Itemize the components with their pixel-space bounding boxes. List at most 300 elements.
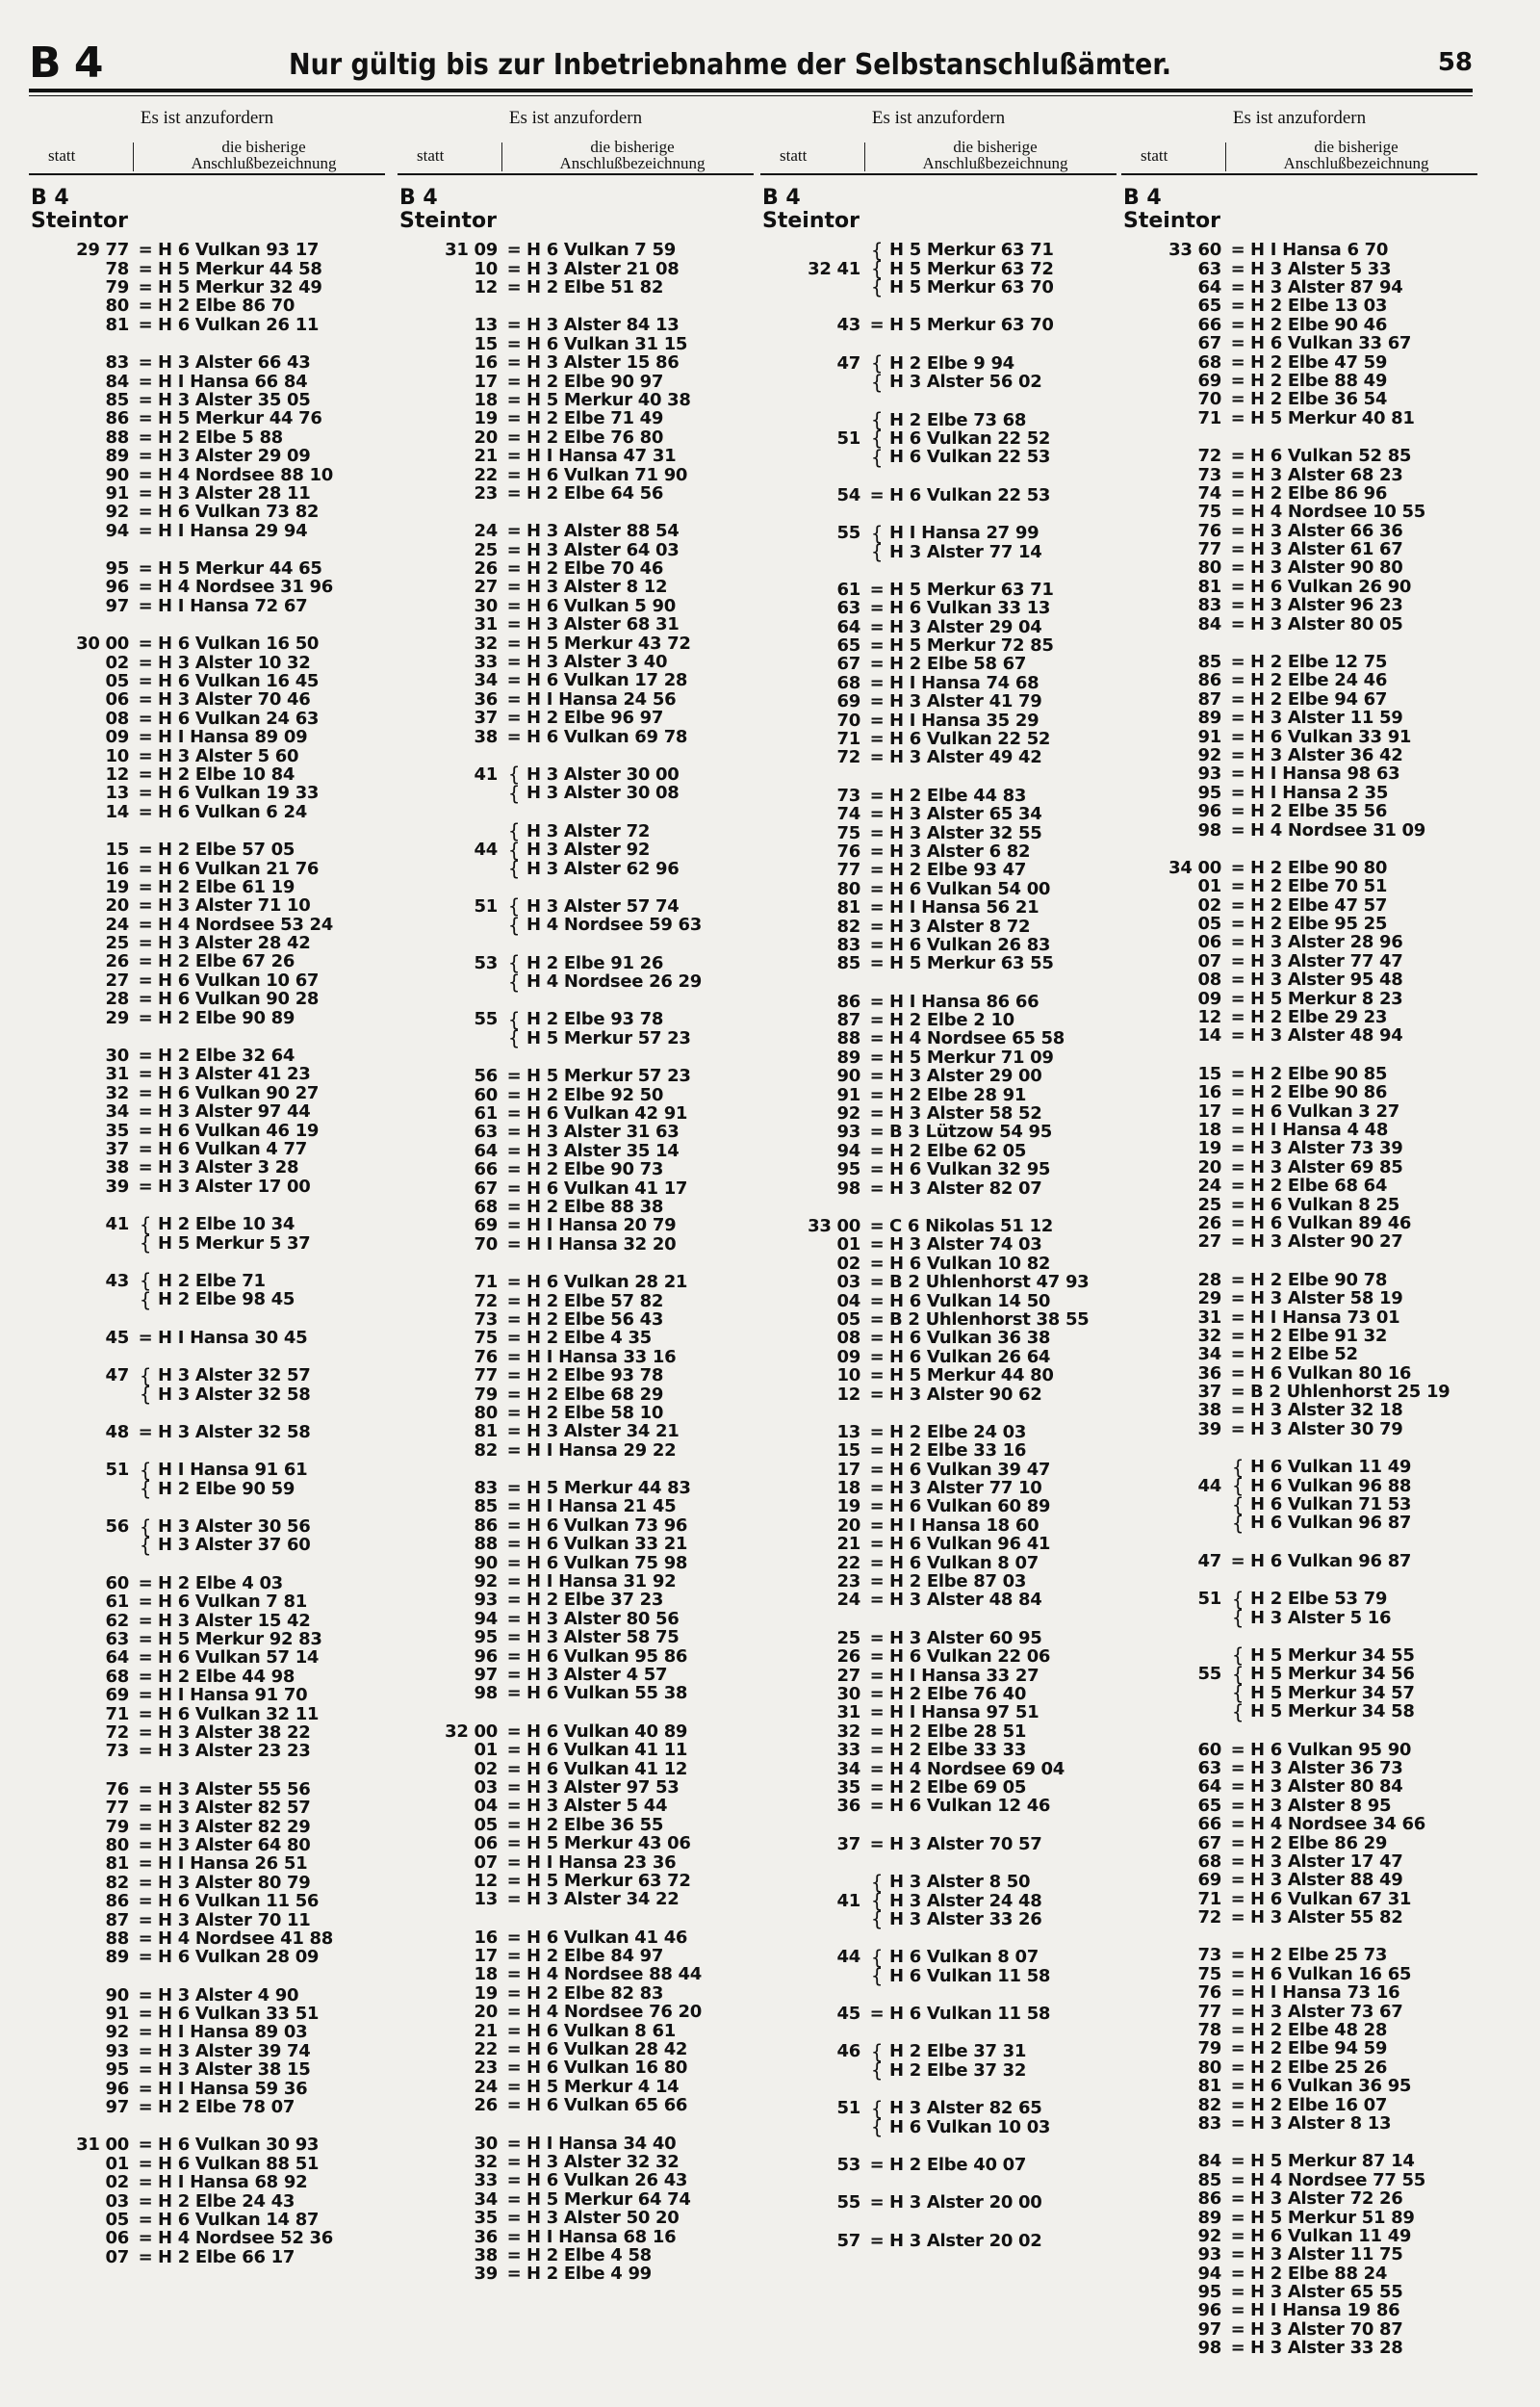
equals-sign: = xyxy=(1230,1100,1245,1122)
equals-sign: = xyxy=(1230,276,1245,298)
new-exchange-number: H 5 Merkur 34 55 xyxy=(1250,1644,1415,1666)
equals-sign: = xyxy=(1230,1231,1245,1253)
new-exchange-number: H 6 Vulkan 93 17 xyxy=(158,240,320,261)
new-exchange-number: H 3 Alster 90 62 xyxy=(889,1384,1042,1405)
equals-sign: = xyxy=(869,1646,885,1668)
new-exchange-number: H 6 Vulkan 33 51 xyxy=(158,2004,320,2025)
old-number: 15 xyxy=(836,1440,860,1462)
old-number: 92 xyxy=(836,1103,860,1125)
table-row xyxy=(398,1026,754,1050)
table-row xyxy=(398,1404,754,1422)
table-row xyxy=(760,1217,1116,1235)
table-row xyxy=(1121,933,1477,951)
new-exchange-number: H 2 Elbe 28 51 xyxy=(889,1721,1027,1742)
equals-sign: = xyxy=(506,1571,522,1592)
table-row xyxy=(760,1255,1116,1273)
old-number: 87 xyxy=(1197,688,1221,710)
old-number: 69 xyxy=(836,691,860,712)
equals-sign: = xyxy=(869,1084,885,1105)
equals-sign: = xyxy=(506,652,522,673)
new-exchange-number: H 6 Vulkan 89 46 xyxy=(1250,1212,1412,1233)
table-row xyxy=(760,1647,1116,1666)
new-exchange-number: H 2 Elbe 90 89 xyxy=(158,1007,295,1028)
new-exchange-number: H 6 Vulkan 36 95 xyxy=(1250,2076,1412,2097)
equals-sign: = xyxy=(138,1834,153,1855)
equals-sign: = xyxy=(869,1216,885,1236)
old-number: 38 xyxy=(105,1157,129,1178)
new-exchange-number: H 3 Alster 66 36 xyxy=(1250,520,1403,541)
equals-sign: = xyxy=(1230,1288,1245,1309)
old-number: 01 xyxy=(836,1234,860,1255)
table-row xyxy=(1121,1455,1477,1479)
new-exchange-number: H 4 Nordsee 76 20 xyxy=(526,2002,702,2023)
previous-label-line2: Anschlußbezeichnung xyxy=(191,154,337,172)
table-row xyxy=(398,1852,754,1871)
table-row xyxy=(398,615,754,634)
equals-sign: = xyxy=(1230,539,1245,560)
new-exchange-number: H 5 Merkur 57 23 xyxy=(526,1027,691,1048)
new-exchange-number: H I Hansa 21 45 xyxy=(526,1496,677,1517)
table-row xyxy=(398,1797,754,1815)
table-row xyxy=(760,823,1116,841)
old-number: 92 xyxy=(1197,744,1221,765)
new-exchange-number: H 2 Elbe 90 86 xyxy=(1250,1082,1388,1103)
new-exchange-number: H 3 Alster 97 44 xyxy=(158,1101,311,1123)
brace-mark: { xyxy=(139,1269,152,1293)
equals-sign: = xyxy=(138,2078,153,2099)
equals-sign: = xyxy=(1230,970,1245,991)
table-row xyxy=(29,1574,385,1592)
new-exchange-number: H 2 Elbe 4 03 xyxy=(158,1572,283,1593)
equals-sign: = xyxy=(506,1721,522,1742)
old-number: 15 xyxy=(1197,1063,1221,1084)
new-exchange-number: H 6 Vulkan 46 19 xyxy=(158,1120,320,1141)
table-row xyxy=(398,1535,754,1553)
table-row xyxy=(760,1329,1116,1347)
equals-sign: = xyxy=(869,1290,885,1311)
section-name: Steintor xyxy=(1123,209,1220,233)
table-row xyxy=(760,993,1116,1011)
table-row xyxy=(398,2227,754,2245)
old-number: 46 xyxy=(836,2041,860,2062)
old-number: 44 xyxy=(836,1947,860,1968)
table-row xyxy=(29,372,385,390)
new-exchange-number: H I Hansa 34 40 xyxy=(526,2133,677,2154)
old-number: 03 xyxy=(836,1272,860,1293)
equals-sign: = xyxy=(1230,1776,1245,1798)
new-exchange-number: H 2 Elbe 95 25 xyxy=(1250,914,1388,935)
new-exchange-number: H 3 Alster 8 50 xyxy=(889,1872,1031,1893)
new-exchange-number: H 3 Alster 82 29 xyxy=(158,1816,311,1837)
table-row xyxy=(398,951,754,975)
new-exchange-number: H 6 Vulkan 8 61 xyxy=(526,2020,676,2041)
old-number: 60 xyxy=(1197,1739,1221,1760)
table-row xyxy=(398,1741,754,1759)
new-exchange-number: H 2 Elbe 16 07 xyxy=(1250,2094,1388,2115)
new-exchange-number: H 5 Merkur 40 81 xyxy=(1250,407,1415,428)
new-exchange-number: H I Hansa 91 70 xyxy=(158,1685,308,1706)
equals-sign: = xyxy=(1230,1870,1245,1891)
old-number: 87 xyxy=(105,1909,129,1930)
new-exchange-number: H 6 Vulkan 26 90 xyxy=(1250,576,1412,597)
old-number: 12 xyxy=(105,764,129,785)
table-row xyxy=(398,1067,754,1085)
new-exchange-number: H 6 Vulkan 65 66 xyxy=(526,2095,688,2116)
new-exchange-number: H 3 Alster 33 26 xyxy=(889,1908,1042,1929)
old-number: 53 xyxy=(474,952,498,973)
new-exchange-number: H 6 Vulkan 26 64 xyxy=(889,1346,1051,1367)
brace-mark: { xyxy=(139,1212,152,1236)
table-row xyxy=(29,1231,385,1255)
old-number: 43 xyxy=(836,315,860,336)
table-row xyxy=(760,1310,1116,1329)
equals-sign: = xyxy=(506,482,522,504)
new-exchange-number: H 6 Vulkan 16 45 xyxy=(158,671,320,692)
table-row xyxy=(29,578,385,596)
equals-sign: = xyxy=(1230,1063,1245,1084)
equals-sign: = xyxy=(869,1346,885,1367)
new-exchange-number: H 2 Elbe 37 32 xyxy=(889,2059,1027,2081)
old-number: 01 xyxy=(474,1740,498,1761)
brace-mark: { xyxy=(870,257,884,281)
old-number: 26 xyxy=(836,1646,860,1668)
old-number: 83 xyxy=(474,1478,498,1499)
entry-list xyxy=(29,241,385,2266)
equals-sign: = xyxy=(869,1459,885,1480)
table-row xyxy=(29,2229,385,2247)
new-exchange-number: H 3 Alster 11 75 xyxy=(1250,2244,1403,2265)
old-number: 90 xyxy=(105,1984,129,2006)
new-exchange-number: H 6 Vulkan 16 65 xyxy=(1250,1963,1412,1984)
old-number: 15 xyxy=(474,333,498,354)
equals-sign: = xyxy=(506,1365,522,1386)
table-row xyxy=(29,2135,385,2154)
new-exchange-number: H 3 Alster 88 54 xyxy=(526,521,680,542)
new-exchange-number: H 6 Vulkan 90 27 xyxy=(158,1082,320,1103)
equals-sign: = xyxy=(138,1139,153,1159)
entry-list xyxy=(760,238,1116,2251)
old-number: 06 xyxy=(474,1833,498,1854)
new-exchange-number: H 5 Merkur 44 65 xyxy=(158,558,322,580)
equals-sign: = xyxy=(506,1514,522,1536)
equals-sign: = xyxy=(1230,1982,1245,2004)
old-number: 87 xyxy=(836,1010,860,1031)
new-exchange-number: H 2 Elbe 91 32 xyxy=(1250,1325,1388,1346)
equals-sign: = xyxy=(138,2172,153,2193)
table-row xyxy=(1121,2171,1477,2189)
old-number: 79 xyxy=(474,1384,498,1405)
old-number: 24 xyxy=(105,914,129,935)
new-exchange-number: H 2 Elbe 90 85 xyxy=(1250,1063,1388,1084)
new-exchange-number: H 5 Merkur 44 58 xyxy=(158,258,322,279)
old-number: 66 xyxy=(1197,1814,1221,1835)
old-number: 36 xyxy=(474,2226,498,2247)
table-row xyxy=(29,841,385,859)
table-row xyxy=(398,1890,754,1908)
old-number: 60 xyxy=(105,1572,129,1593)
new-exchange-number: H 2 Elbe 58 67 xyxy=(889,654,1027,675)
table-row xyxy=(398,241,754,259)
old-number: 98 xyxy=(1197,2338,1221,2359)
new-exchange-number: H 3 Alster 34 21 xyxy=(526,1421,680,1442)
equals-sign: = xyxy=(138,1741,153,1762)
new-exchange-number: H 3 Alster 35 14 xyxy=(526,1140,680,1161)
new-exchange-number: H 6 Vulkan 26 83 xyxy=(889,934,1051,955)
equals-sign: = xyxy=(1230,988,1245,1009)
table-row xyxy=(398,1291,754,1309)
old-number: 06 xyxy=(1197,932,1221,953)
old-number: 97 xyxy=(1197,2318,1221,2340)
table-row xyxy=(1121,820,1477,839)
table-row xyxy=(1121,727,1477,745)
new-exchange-number: H I Hansa 68 92 xyxy=(158,2172,308,2193)
new-exchange-number: H 3 Alster 70 11 xyxy=(158,1909,311,1930)
new-exchange-number: H 3 Alster 3 28 xyxy=(158,1157,299,1178)
equals-sign: = xyxy=(869,2230,885,2251)
old-number: 77 xyxy=(1197,539,1221,560)
table-row xyxy=(1121,2021,1477,2039)
new-exchange-number: H 2 Elbe 25 26 xyxy=(1250,2057,1388,2078)
table-row xyxy=(1121,784,1477,802)
table-row xyxy=(398,2246,754,2265)
table-row xyxy=(398,1947,754,1965)
table-row xyxy=(1121,1383,1477,1401)
table-row xyxy=(760,1797,1116,1815)
header-divider xyxy=(1225,142,1226,171)
previous-label-line2: Anschlußbezeichnung xyxy=(922,154,1068,172)
equals-sign: = xyxy=(506,2244,522,2265)
new-exchange-number: H I Hansa 98 63 xyxy=(1250,764,1400,785)
old-number: 29 77 xyxy=(76,240,129,261)
brace-mark: { xyxy=(870,408,884,432)
new-exchange-number: H 2 Elbe 32 64 xyxy=(158,1046,295,1067)
old-number: 74 xyxy=(1197,482,1221,504)
old-number: 07 xyxy=(1197,950,1221,971)
table-row xyxy=(398,1422,754,1440)
old-number: 05 xyxy=(1197,914,1221,935)
table-row xyxy=(760,1366,1116,1385)
equals-sign: = xyxy=(869,1758,885,1779)
brace-mark: { xyxy=(507,970,521,994)
new-exchange-number: H 5 Merkur 87 14 xyxy=(1250,2151,1415,2172)
equals-sign: = xyxy=(506,352,522,374)
table-row xyxy=(29,1799,385,1817)
old-number: 64 xyxy=(474,1140,498,1161)
new-exchange-number: H 5 Merkur 51 89 xyxy=(1250,2207,1415,2228)
brace-mark: { xyxy=(139,1231,152,1255)
table-row xyxy=(760,238,1116,262)
table-row xyxy=(398,465,754,483)
equals-sign: = xyxy=(869,672,885,693)
old-number: 10 xyxy=(836,1365,860,1386)
table-row xyxy=(398,1273,754,1291)
new-exchange-number: H 2 Elbe 44 83 xyxy=(889,785,1027,806)
new-exchange-number: H 6 Vulkan 69 78 xyxy=(526,726,688,747)
brace-mark: { xyxy=(870,2115,884,2139)
old-number: 41 xyxy=(474,764,498,785)
new-exchange-number: H 2 Elbe 92 50 xyxy=(526,1084,664,1105)
equals-sign: = xyxy=(869,785,885,806)
table-row xyxy=(29,934,385,952)
old-number: 80 xyxy=(1197,557,1221,579)
brace-mark: { xyxy=(1231,1643,1245,1668)
table-row xyxy=(29,503,385,521)
new-exchange-number: H 2 Elbe 10 84 xyxy=(158,764,295,785)
old-number: 24 xyxy=(474,521,498,542)
table-row xyxy=(398,1216,754,1234)
brace-mark: { xyxy=(139,1533,152,1557)
equals-sign: = xyxy=(138,840,153,861)
table-row xyxy=(398,913,754,937)
new-exchange-number: H 3 Alster 8 13 xyxy=(1250,2112,1392,2134)
new-exchange-number: H 5 Merkur 34 57 xyxy=(1250,1682,1415,1703)
table-row xyxy=(760,1907,1116,1931)
equals-sign: = xyxy=(506,1122,522,1143)
equals-sign: = xyxy=(138,2040,153,2061)
old-number: 03 xyxy=(105,2190,129,2212)
old-number: 39 xyxy=(105,1176,129,1197)
equals-sign: = xyxy=(869,2155,885,2176)
equals-sign: = xyxy=(1230,688,1245,710)
old-number: 77 xyxy=(1197,2001,1221,2022)
column-header xyxy=(29,104,385,175)
old-number: 74 xyxy=(836,804,860,825)
new-exchange-number: H 3 Alster 38 15 xyxy=(158,2059,311,2081)
table-row xyxy=(1121,1511,1477,1535)
old-number: 38 xyxy=(1197,1400,1221,1421)
equals-sign: = xyxy=(869,822,885,843)
equals-sign: = xyxy=(1230,2001,1245,2022)
new-exchange-number: H 6 Vulkan 41 17 xyxy=(526,1178,688,1199)
brace-mark: { xyxy=(507,913,521,937)
old-number: 70 xyxy=(1197,389,1221,410)
table-row xyxy=(29,728,385,746)
equals-sign: = xyxy=(1230,894,1245,916)
table-row xyxy=(760,954,1116,972)
old-number: 68 xyxy=(1197,351,1221,373)
equals-sign: = xyxy=(506,1645,522,1667)
table-row xyxy=(398,781,754,805)
new-exchange-number: H 3 Alster 29 09 xyxy=(158,446,311,467)
old-number: 57 xyxy=(836,2230,860,2251)
table-row xyxy=(29,316,385,334)
section-code: B 4 xyxy=(399,186,438,210)
table-row xyxy=(1121,1271,1477,1289)
table-row xyxy=(29,2098,385,2116)
equals-sign: = xyxy=(506,1889,522,1910)
equals-sign: = xyxy=(1230,314,1245,335)
old-number: 02 xyxy=(1197,894,1221,916)
equals-sign: = xyxy=(869,897,885,919)
new-exchange-number: H 2 Elbe 10 34 xyxy=(158,1214,295,1235)
table-row xyxy=(760,1629,1116,1647)
old-number: 68 xyxy=(1197,1851,1221,1872)
old-number: 35 xyxy=(474,2208,498,2229)
old-number: 72 xyxy=(836,747,860,768)
equals-sign: = xyxy=(1230,389,1245,410)
old-number: 44 xyxy=(474,840,498,861)
old-number: 60 xyxy=(474,1084,498,1105)
equals-sign: = xyxy=(138,595,153,616)
old-number: 32 xyxy=(474,2151,498,2172)
old-number: 55 xyxy=(836,523,860,544)
table-row xyxy=(29,952,385,971)
equals-sign: = xyxy=(138,895,153,917)
new-exchange-number: H 3 Alster 61 67 xyxy=(1250,539,1403,560)
equals-sign: = xyxy=(869,2192,885,2213)
equals-sign: = xyxy=(1230,370,1245,391)
instead-label: statt xyxy=(1141,146,1168,165)
table-row xyxy=(760,2115,1116,2139)
old-number: 31 xyxy=(1197,1307,1221,1328)
old-number: 82 xyxy=(1197,2094,1221,2115)
equals-sign: = xyxy=(1230,333,1245,354)
new-exchange-number: H 6 Vulkan 22 53 xyxy=(889,447,1051,468)
new-exchange-number: H 6 Vulkan 71 53 xyxy=(1250,1494,1412,1515)
previous-label xyxy=(511,139,754,171)
equals-sign: = xyxy=(506,258,522,279)
equals-sign: = xyxy=(1230,708,1245,729)
table-row xyxy=(1121,2114,1477,2133)
table-row xyxy=(29,710,385,728)
old-number: 18 xyxy=(474,389,498,410)
new-exchange-number: H 2 Elbe 93 47 xyxy=(889,860,1027,881)
table-row xyxy=(1121,952,1477,971)
table-row xyxy=(29,1084,385,1102)
page-number: 58 xyxy=(1437,48,1473,77)
new-exchange-number: H 3 Alster 32 55 xyxy=(889,822,1042,843)
table-row xyxy=(1121,614,1477,633)
table-row xyxy=(1121,1552,1477,1570)
table-row xyxy=(760,1178,1116,1197)
new-exchange-number: H 2 Elbe 53 79 xyxy=(1250,1589,1388,1610)
equals-sign: = xyxy=(506,2208,522,2229)
new-exchange-number: H 2 Elbe 70 46 xyxy=(526,558,664,580)
new-exchange-number: H 2 Elbe 98 45 xyxy=(158,1289,295,1310)
table-row xyxy=(760,257,1116,281)
table-row xyxy=(760,917,1116,935)
new-exchange-number: H 6 Vulkan 31 15 xyxy=(526,333,688,354)
new-exchange-number: H 3 Alster 96 23 xyxy=(1250,595,1403,616)
new-exchange-number: H 3 Alster 23 23 xyxy=(158,1741,311,1762)
table-row xyxy=(760,1666,1116,1684)
table-row xyxy=(760,748,1116,766)
old-number: 94 xyxy=(836,1140,860,1161)
equals-sign: = xyxy=(1230,1194,1245,1215)
table-row xyxy=(760,1778,1116,1797)
table-row xyxy=(1121,1908,1477,1927)
old-number: 73 xyxy=(474,1308,498,1330)
equals-sign: = xyxy=(869,1721,885,1742)
new-exchange-number: H 3 Alster 31 63 xyxy=(526,1122,680,1143)
new-exchange-number: H I Hansa 73 16 xyxy=(1250,1982,1400,2004)
equals-sign: = xyxy=(869,2004,885,2025)
new-exchange-number: H 2 Elbe 35 56 xyxy=(1250,801,1388,822)
new-exchange-number: H 5 Merkur 43 72 xyxy=(526,633,691,654)
old-number: 70 xyxy=(474,1233,498,1255)
equals-sign: = xyxy=(1230,1120,1245,1140)
old-number: 12 xyxy=(1197,1007,1221,1028)
old-number: 80 xyxy=(474,1402,498,1423)
old-number: 28 xyxy=(1197,1269,1221,1290)
new-exchange-number: H 3 Alster 66 43 xyxy=(158,352,311,374)
table-row xyxy=(1121,558,1477,577)
table-row xyxy=(760,936,1116,954)
table-row xyxy=(1121,352,1477,371)
new-exchange-number: H 6 Vulkan 96 87 xyxy=(1250,1513,1412,1534)
equals-sign: = xyxy=(138,1064,153,1085)
old-number: 24 xyxy=(836,1590,860,1611)
